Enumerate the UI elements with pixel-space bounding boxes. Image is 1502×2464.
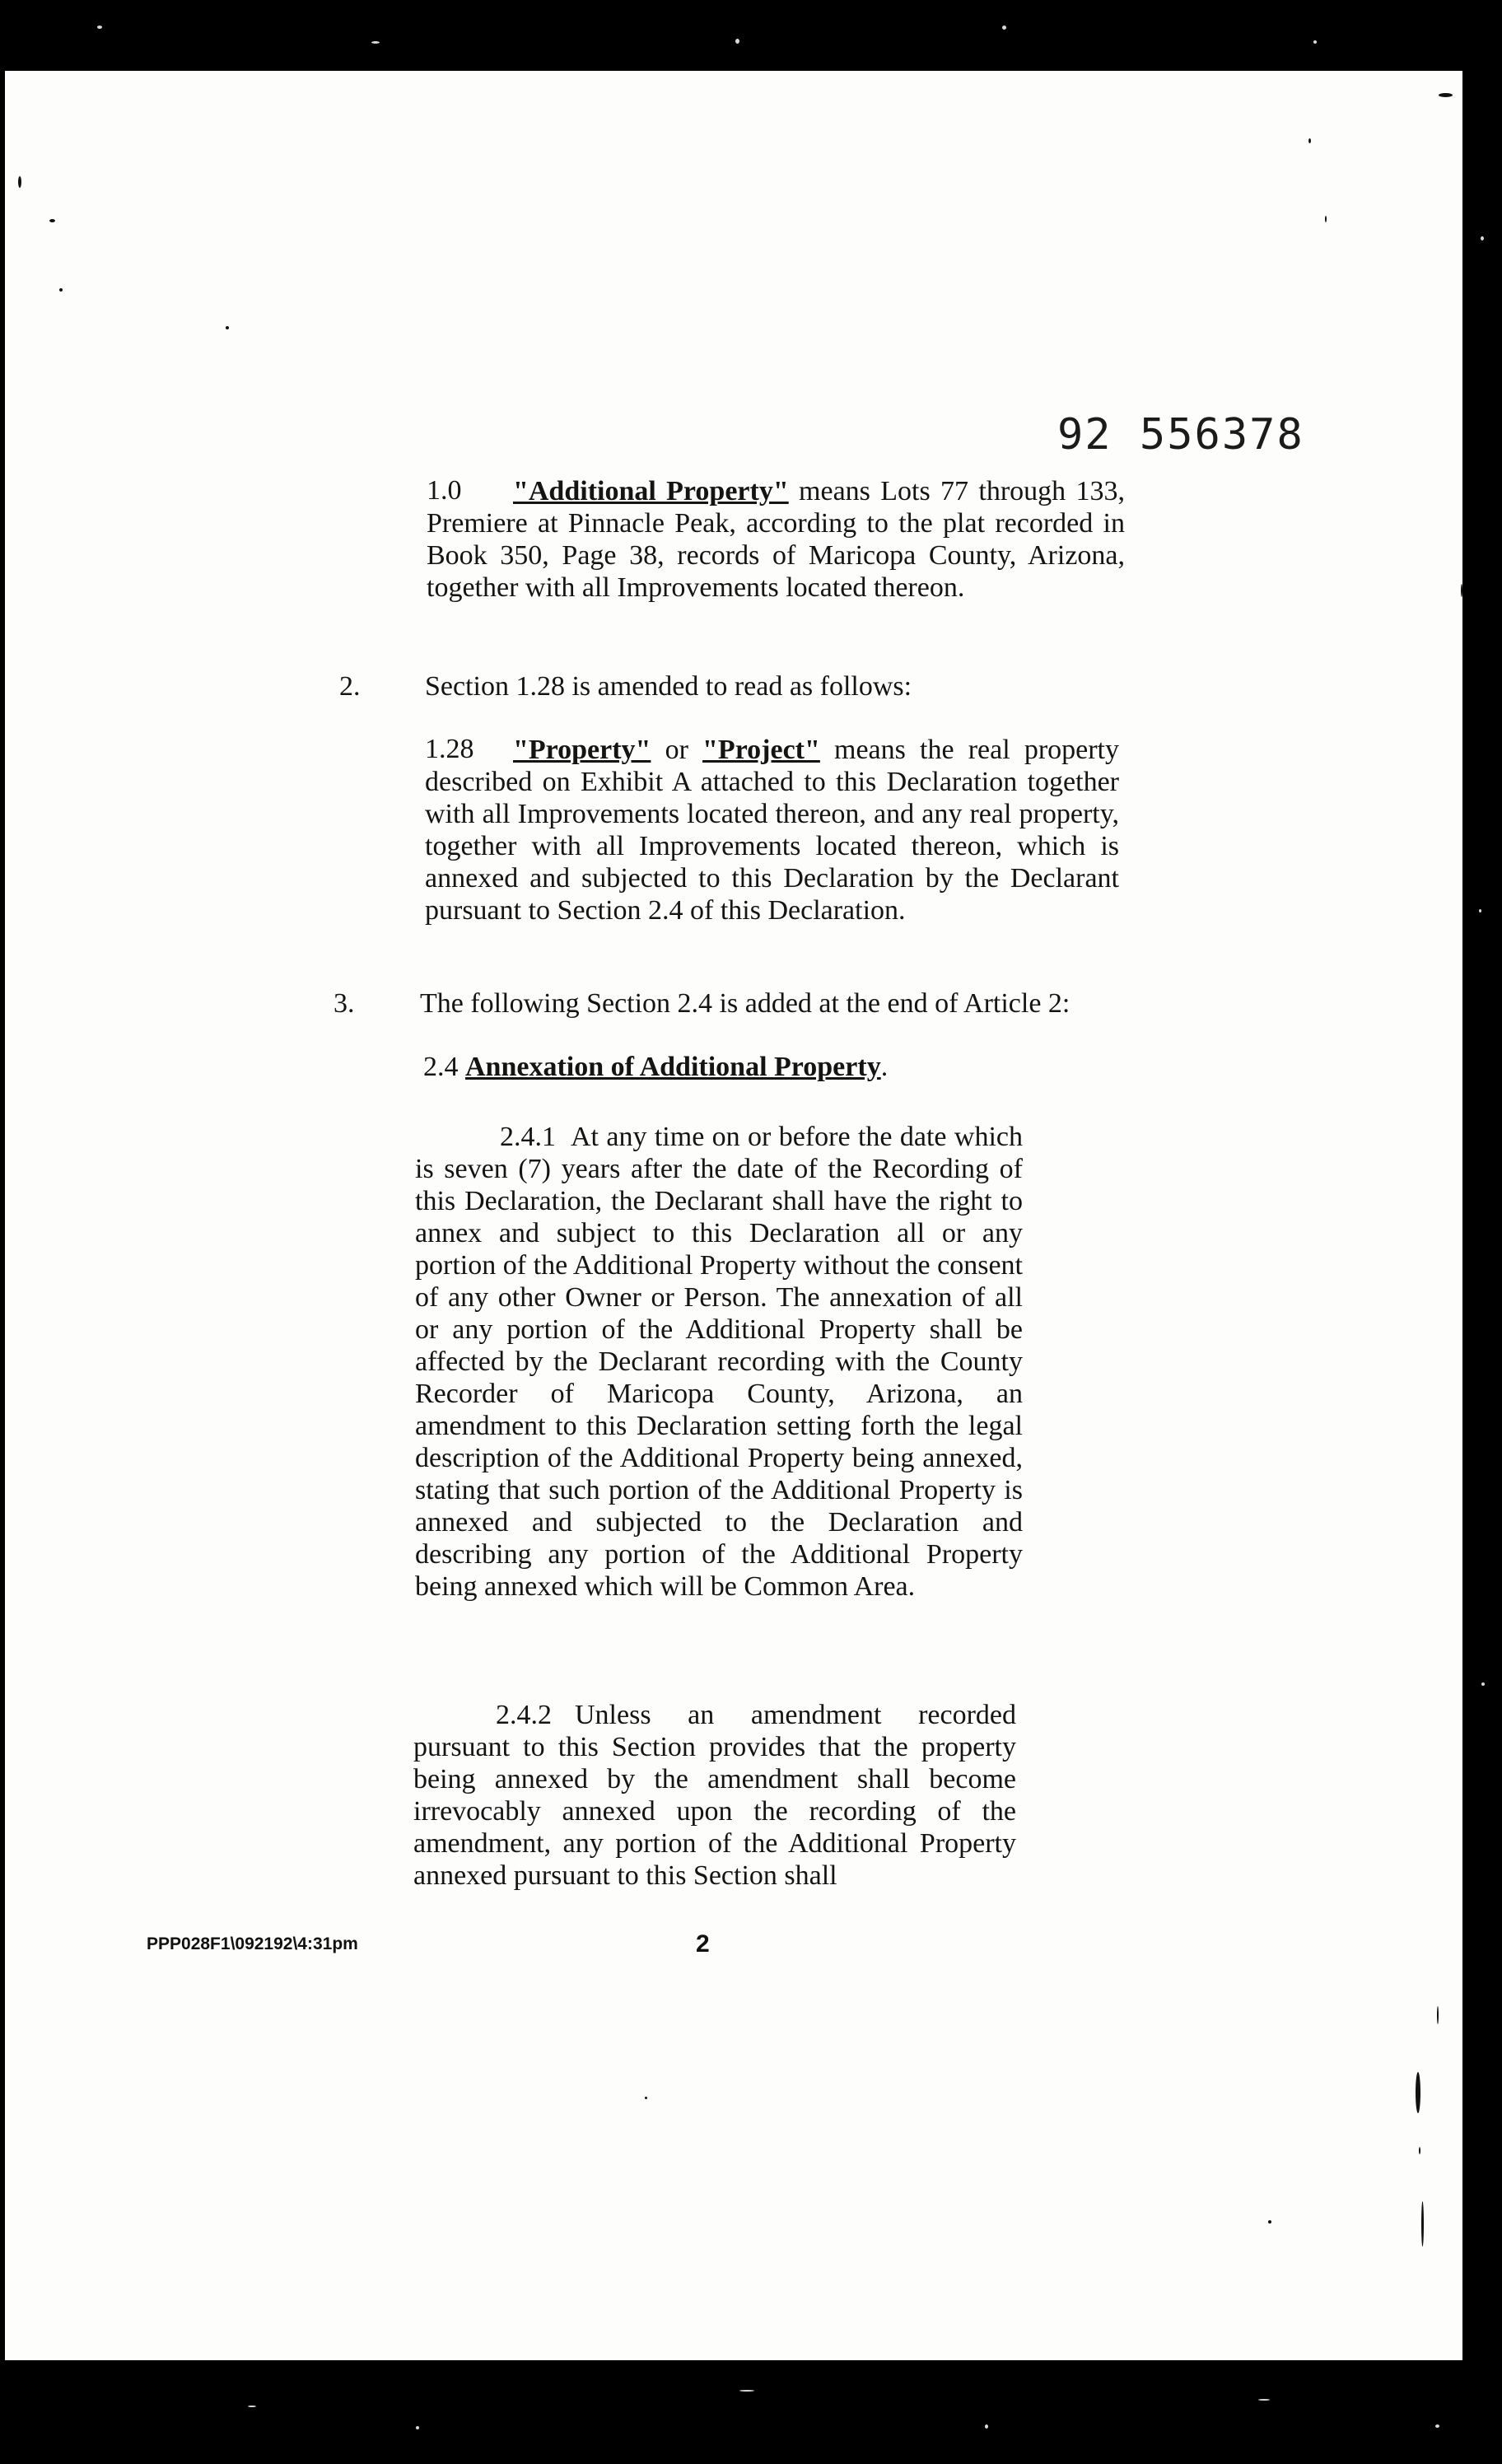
- page-number: 2: [696, 1930, 710, 1958]
- item-3-text: The following Section 2.4 is added at the end of Article 2:: [420, 988, 1071, 1019]
- item-1-0-paragraph: [427, 475, 1125, 604]
- item-1-28-paragraph: [425, 734, 1119, 926]
- scan-speck: [18, 176, 21, 188]
- footer-file-code: PPP028F1\092192\4:31pm: [147, 1934, 358, 1953]
- scan-noise: [248, 2406, 256, 2407]
- scan-speck: [1308, 138, 1311, 143]
- item-1-28-number: 1.28: [425, 734, 474, 764]
- scan-speck: [1461, 584, 1462, 597]
- scan-noise: [1481, 236, 1484, 240]
- subsection-2-4-1-number: 2.4.1: [500, 1122, 556, 1152]
- scan-speck: [645, 2097, 647, 2099]
- scan-noise: [1481, 1682, 1485, 1686]
- subsection-2-4-1-paragraph: [415, 1121, 1023, 1603]
- scan-speck: [1419, 2147, 1420, 2154]
- item-1-28-text: means the real property described on Exhibit A attached to this Declaration together with all Improvements located thereon, and any real property, together with all Improvements located thereon, which is annexed and subjected to this Declaration by the Declarant pursuant to Section 2.4 of this Declaration.: [425, 735, 1119, 926]
- defined-term-additional-property: "Additional Property": [513, 476, 789, 506]
- scan-noise: [1435, 2424, 1439, 2428]
- scan-speck: [1439, 93, 1453, 97]
- item-1-28-connector: or: [651, 735, 703, 765]
- scan-speck: [1325, 216, 1327, 222]
- scan-noise: [1479, 909, 1481, 912]
- section-2-4-number: 2.4: [423, 1052, 459, 1082]
- subsection-2-4-2-paragraph: [413, 1699, 1016, 1892]
- subsection-2-4-2-text: Unless an amendment recorded pursuant to this Section provides that the property being annexed by the amendment shall become irrevocably annexed upon the recording of the amendment, any portion of the Additional Property annexed pursuant to this Section shall: [413, 1700, 1016, 1891]
- scan-noise: [416, 2426, 419, 2429]
- scan-noise: [739, 2390, 754, 2392]
- scan-noise: [735, 39, 739, 44]
- item-2-text: Section 1.28 is amended to read as follows:: [425, 671, 912, 702]
- scan-speck: [226, 326, 229, 329]
- scan-speck: [1421, 2201, 1424, 2247]
- subsection-2-4-1-text: At any time on or before the date which is seven (7) years after the date of the Recording of this Declaration, the Declarant shall have the right to annex and subject to this Declaration all or any portion of the Additional Property without the consent of any other Owner or Person. The annexation of all or any portion of the Additional Property shall be affected by the Declarant recording with the County Recorder of Maricopa County, Arizona, an amendment to this Declaration setting forth the legal description of the Additional Property being annexed, stating that such portion of the Additional Property is annexed and subjected to the Declaration and describing any portion of the Additional Property being annexed which will be Common Area.: [415, 1122, 1023, 1602]
- scan-noise: [371, 41, 380, 44]
- scan-noise: [985, 2424, 988, 2429]
- scan-noise: [1258, 2399, 1270, 2401]
- section-2-4-heading: [423, 1052, 888, 1083]
- scan-speck: [1416, 2072, 1420, 2113]
- paper-sheet: [5, 71, 1462, 2360]
- section-2-4-period: .: [880, 1052, 889, 1082]
- section-2-4-title: Annexation of Additional Property: [465, 1052, 881, 1082]
- subsection-2-4-2-number: 2.4.2: [496, 1700, 552, 1730]
- scan-speck: [1268, 2220, 1271, 2224]
- scan-speck: [49, 219, 55, 222]
- scan-speck: [1437, 2006, 1439, 2024]
- item-3-number: 3.: [334, 988, 355, 1019]
- scan-speck: [59, 288, 63, 292]
- scan-noise: [1313, 40, 1317, 44]
- item-1-0-number: 1.0: [427, 475, 462, 506]
- defined-term-property: "Property": [513, 735, 651, 765]
- item-1-0-text: means Lots 77 through 133, Premiere at Pinnacle Peak, according to the plat recorded in Book 350, Page 38, records of Maricopa County, Arizona, together with all Improvements located thereon.: [427, 476, 1125, 603]
- item-2-number: 2.: [339, 671, 361, 702]
- recording-number: 92 556378: [1057, 410, 1304, 460]
- defined-term-project: "Project": [702, 735, 820, 765]
- scan-noise: [1002, 26, 1006, 30]
- scan-noise: [97, 26, 102, 29]
